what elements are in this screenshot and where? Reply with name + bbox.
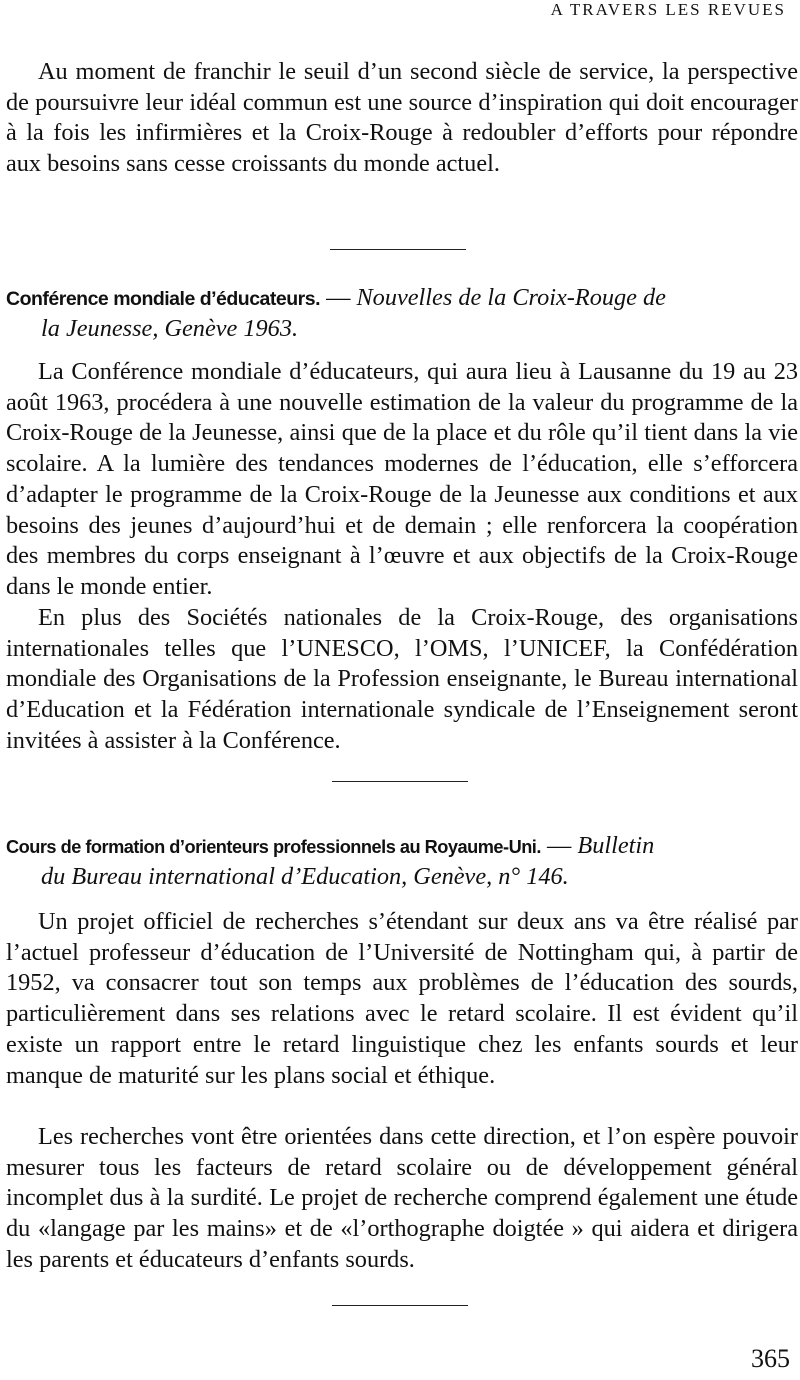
heading-dash: — (540, 832, 578, 859)
article-title: Cours de formation d’orienteurs professionnels au Royaume-Uni. (6, 837, 541, 857)
article-paragraph: Un projet officiel de recherches s’étendant sur deux ans va être réalisé par l’actuel professeur d’éducation de l’Université de Nottingham qui, à partir de 1952, va consacrer tout son temps aux problèmes de l’éducation des sourds, particulièrement dans ses relations avec le retard scolaire. Il est évident qu’il existe un rapport entre le retard linguistique chez les enfants sourds et leur manque de maturité sur les plans social et éthique. (6, 908, 798, 1089)
article-heading-conference (6, 283, 798, 344)
article-source-continued: du Bureau international d’Education, Genève, n° 146. (41, 863, 569, 890)
heading-dash: — (320, 284, 357, 311)
running-head: A TRAVERS LES REVUES (550, 0, 786, 19)
article-paragraph: La Conférence mondiale d’éducateurs, qui aura lieu à Lausanne du 19 au 23 août 1963, procédera à une nouvelle estimation de la valeur du programme de la Croix-Rouge de la Jeunesse, ainsi que de la place et du rôle qu’il tient dans la vie scolaire. A la lumière des tendances modernes de l’éducation, elle s’efforcera d’adapter le programme de la Croix-Rouge de la Jeunesse aux conditions et aux besoins des jeunes d’aujourd’hui et de demain ; elle renforcera la coopération des membres du corps enseignant à l’œuvre et aux objectifs de la Croix-Rouge dans le monde entier. (6, 358, 798, 600)
article-source: Bulletin (577, 832, 655, 859)
article-paragraph: Les recherches vont être orientées dans cette direction, et l’on espère pouvoir mesurer tous les facteurs de retard scolaire ou de développement général incomplet dus à la surdité. Le projet de recherche comprend également une étude du «langage par les mains» et de «l’orthographe doigtée » qui aidera et dirigera les parents et éducateurs d’enfants sourds. (6, 1123, 798, 1273)
section-divider (330, 249, 466, 250)
article-heading-cours (6, 831, 798, 892)
section-divider (332, 1305, 468, 1306)
article-paragraph: En plus des Sociétés nationales de la Croix-Rouge, des organisations internationales telles que l’UNESCO, l’OMS, l’UNICEF, la Confédération mondiale des Organisations de la Profession enseignante, le Bureau international d’Education et la Fédération internationale syndicale de l’Enseignement seront invitées à assister à la Conférence. (6, 604, 798, 754)
intro-paragraph: Au moment de franchir le seuil d’un second siècle de service, la perspective de poursuivre leur idéal commun est une source d’inspiration qui doit encourager à la fois les infirmières et la Croix-Rouge à redoubler d’efforts pour répondre aux besoins sans cesse croissants du monde actuel. (6, 58, 798, 178)
article-source: Nouvelles de la Croix-Rouge de (356, 284, 666, 311)
section-divider (332, 781, 468, 782)
article-title: Conférence mondiale d’éducateurs. (6, 288, 321, 310)
article-source-continued: la Jeunesse, Genève 1963. (41, 315, 299, 342)
page-number: 365 (751, 1344, 790, 1373)
